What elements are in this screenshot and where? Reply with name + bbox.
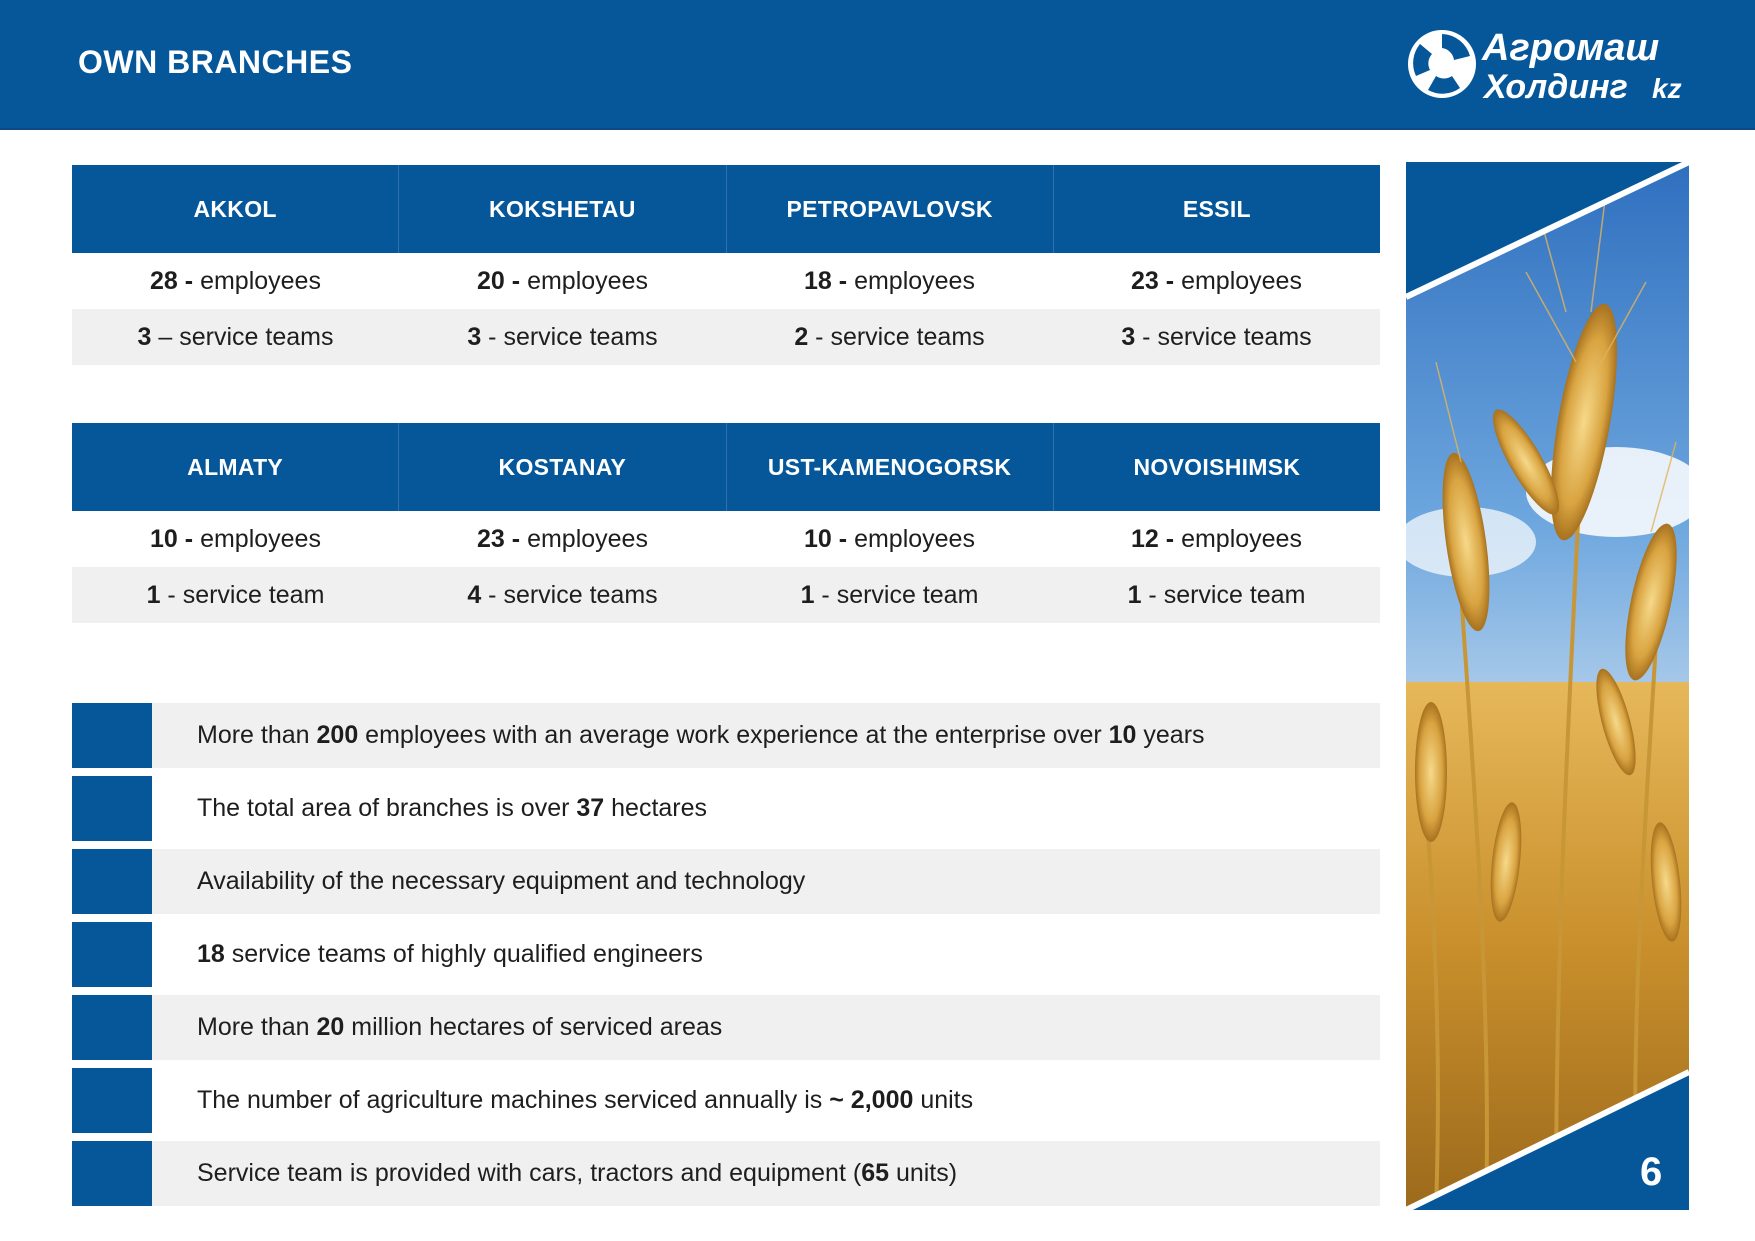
list-item bbox=[72, 703, 1380, 768]
list-item bbox=[72, 1068, 1380, 1133]
branch-name: KOKSHETAU bbox=[398, 165, 725, 253]
logo-line1: Агромаш bbox=[1482, 27, 1660, 69]
service-teams-cell: 3 - service teams bbox=[1053, 309, 1380, 365]
bullet-marker bbox=[72, 703, 152, 768]
logo-emblem-icon bbox=[1408, 30, 1476, 98]
employees-cell: 10 - employees bbox=[804, 524, 975, 553]
branch-name: NOVOISHIMSK bbox=[1053, 423, 1380, 511]
logo-suffix: kz bbox=[1652, 73, 1682, 104]
service-teams-row bbox=[72, 567, 1380, 623]
company-logo bbox=[1402, 20, 1702, 108]
employees-cell: 23 - employees bbox=[477, 524, 648, 553]
service-teams-row bbox=[72, 309, 1380, 365]
list-item bbox=[72, 995, 1380, 1060]
fact-text: More than 200 employees with an average work experience at the enterprise over 10 years bbox=[152, 703, 1380, 768]
fact-text: Service team is provided with cars, tractors and equipment ( 65 units) bbox=[152, 1141, 1380, 1206]
list-item bbox=[72, 1141, 1380, 1206]
bullet-marker bbox=[72, 995, 152, 1060]
table-header bbox=[72, 165, 1380, 253]
list-item bbox=[72, 849, 1380, 914]
service-teams-cell: 1 - service team bbox=[726, 567, 1053, 623]
logo-line2: Холдинг bbox=[1484, 68, 1628, 106]
bullet-marker bbox=[72, 1068, 152, 1133]
branch-name: AKKOL bbox=[193, 195, 277, 222]
service-teams-cell: 2 - service teams bbox=[726, 309, 1053, 365]
wheat-photo-panel bbox=[1406, 162, 1689, 1210]
employees-cell: 12 - employees bbox=[1131, 524, 1302, 553]
fact-text: 18 service teams of highly qualified engineers bbox=[197, 940, 703, 968]
service-teams-cell: 4 - service teams bbox=[399, 567, 726, 623]
branch-name: ESSIL bbox=[1053, 165, 1380, 253]
employees-cell: 28 - employees bbox=[150, 266, 321, 295]
fact-text: The total area of branches is over 37 hectares bbox=[197, 794, 708, 822]
bullet-marker bbox=[72, 776, 152, 841]
branch-name: PETROPAVLOVSK bbox=[726, 165, 1053, 253]
table-header bbox=[72, 423, 1380, 511]
page-title: OWN BRANCHES bbox=[78, 44, 353, 80]
service-teams-cell: 1 - service team bbox=[72, 567, 399, 623]
employees-cell: 18 - employees bbox=[804, 266, 975, 295]
employees-row bbox=[72, 253, 1380, 309]
fact-text: The number of agriculture machines serviced annually is ~ 2,000 units bbox=[197, 1086, 974, 1114]
employees-row bbox=[72, 511, 1380, 567]
branch-name: ALMATY bbox=[187, 453, 284, 480]
page-number: 6 bbox=[1640, 1150, 1663, 1194]
employees-cell: 10 - employees bbox=[150, 524, 321, 553]
list-item bbox=[72, 922, 1380, 987]
branches-table-2 bbox=[72, 423, 1380, 623]
bullet-marker bbox=[72, 1141, 152, 1206]
branch-name: UST-KAMENOGORSK bbox=[726, 423, 1053, 511]
bullet-marker bbox=[72, 922, 152, 987]
service-teams-cell: 3 – service teams bbox=[72, 309, 399, 365]
bullet-marker bbox=[72, 849, 152, 914]
header-bar bbox=[0, 0, 1755, 130]
fact-text: Availability of the necessary equipment and technology bbox=[152, 849, 1380, 914]
branches-table-1 bbox=[72, 165, 1380, 365]
service-teams-cell: 3 - service teams bbox=[399, 309, 726, 365]
branch-name: KOSTANAY bbox=[398, 423, 725, 511]
facts-list bbox=[72, 703, 1380, 1214]
list-item bbox=[72, 776, 1380, 841]
service-teams-cell: 1 - service team bbox=[1053, 567, 1380, 623]
fact-text: More than 20 million hectares of serviced areas bbox=[152, 995, 1380, 1060]
employees-cell: 20 - employees bbox=[477, 266, 648, 295]
employees-cell: 23 - employees bbox=[1131, 266, 1302, 295]
